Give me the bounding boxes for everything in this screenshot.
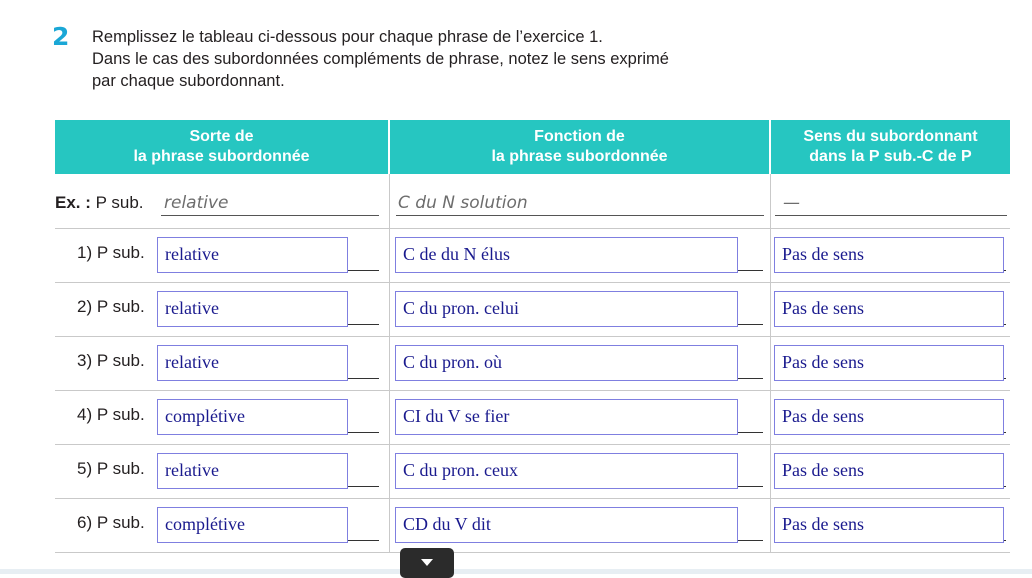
sens-input[interactable]: Pas de sens <box>774 291 1004 327</box>
row-3-fonction-cell <box>390 337 771 390</box>
row-5-fonction-cell <box>390 445 771 498</box>
sens-input[interactable]: Pas de sens <box>774 507 1004 543</box>
fonction-input[interactable]: CI du V se fier <box>395 399 738 435</box>
example-fonction-value: C du N solution <box>398 193 528 213</box>
header-sorte-line-1: Sorte de <box>189 128 254 145</box>
fonction-input[interactable]: CD du V dit <box>395 507 738 543</box>
example-sens-line <box>775 215 1007 216</box>
answer-table <box>55 120 1010 553</box>
example-label <box>55 193 144 213</box>
sorte-input[interactable]: relative <box>157 453 348 489</box>
table-row <box>55 445 1010 499</box>
example-row <box>55 174 1010 229</box>
row-6-fonction-cell <box>390 499 771 552</box>
instruction-line-3: par chaque subordonnant. <box>92 72 285 90</box>
table-row <box>55 229 1010 283</box>
fonction-input[interactable]: C du pron. celui <box>395 291 738 327</box>
row-5-sorte-cell <box>55 445 390 498</box>
table-row <box>55 499 1010 553</box>
row-2-sens-cell <box>771 283 1010 336</box>
row-label: 6) P sub. <box>77 513 145 532</box>
row-1-sens-cell <box>771 229 1010 282</box>
sorte-input[interactable]: relative <box>157 291 348 327</box>
fonction-input[interactable]: C du pron. ceux <box>395 453 738 489</box>
instruction-line-2: Dans le cas des subordonnées compléments de phrase, notez le sens exprimé <box>92 50 669 68</box>
example-label-rest: P sub. <box>90 193 144 212</box>
caret-down-icon <box>421 559 433 566</box>
header-sens <box>771 120 1010 174</box>
row-label: 4) P sub. <box>77 405 145 424</box>
row-6-sens-cell <box>771 499 1010 552</box>
exercise-number: 2 <box>52 22 70 51</box>
sorte-input[interactable]: relative <box>157 237 348 273</box>
table-row <box>55 283 1010 337</box>
header-sens-line-1: Sens du subordonnant <box>803 128 978 145</box>
example-sorte-line <box>161 215 379 216</box>
row-4-fonction-cell <box>390 391 771 444</box>
row-2-fonction-cell <box>390 283 771 336</box>
row-label: 1) P sub. <box>77 243 145 262</box>
row-1-sorte-cell <box>55 229 390 282</box>
sorte-input[interactable]: complétive <box>157 399 348 435</box>
example-fonction-line <box>396 215 764 216</box>
example-sens-value: — <box>783 193 800 213</box>
row-4-sorte-cell <box>55 391 390 444</box>
sens-input[interactable]: Pas de sens <box>774 237 1004 273</box>
row-4-sens-cell <box>771 391 1010 444</box>
row-3-sens-cell <box>771 337 1010 390</box>
sens-input[interactable]: Pas de sens <box>774 399 1004 435</box>
header-fonction <box>390 120 771 174</box>
example-sorte-value: relative <box>164 193 229 213</box>
sorte-input[interactable]: relative <box>157 345 348 381</box>
row-3-sorte-cell <box>55 337 390 390</box>
row-label: 5) P sub. <box>77 459 145 478</box>
fonction-input[interactable]: C du pron. où <box>395 345 738 381</box>
sorte-input[interactable]: complétive <box>157 507 348 543</box>
example-sorte-cell <box>55 174 390 228</box>
example-label-bold: Ex. : <box>55 193 91 212</box>
instructions <box>92 26 852 92</box>
example-sens-cell <box>771 174 1010 228</box>
row-label: 3) P sub. <box>77 351 145 370</box>
sens-input[interactable]: Pas de sens <box>774 453 1004 489</box>
table-header <box>55 120 1010 174</box>
bottom-toolbar-edge <box>0 569 1032 574</box>
header-sorte <box>55 120 390 174</box>
row-label: 2) P sub. <box>77 297 145 316</box>
header-sorte-line-2: la phrase subordonnée <box>133 148 310 165</box>
sens-input[interactable]: Pas de sens <box>774 345 1004 381</box>
fonction-input[interactable]: C de du N élus <box>395 237 738 273</box>
row-6-sorte-cell <box>55 499 390 552</box>
example-fonction-cell <box>390 174 771 228</box>
header-sens-line-2: dans la P sub.-C de P <box>809 148 972 165</box>
instruction-line-1: Remplissez le tableau ci-dessous pour chaque phrase de l’exercice 1. <box>92 28 603 46</box>
header-fonction-line-2: la phrase subordonnée <box>491 148 668 165</box>
row-5-sens-cell <box>771 445 1010 498</box>
table-row <box>55 337 1010 391</box>
table-row <box>55 391 1010 445</box>
row-1-fonction-cell <box>390 229 771 282</box>
header-fonction-line-1: Fonction de <box>534 128 625 145</box>
row-2-sorte-cell <box>55 283 390 336</box>
